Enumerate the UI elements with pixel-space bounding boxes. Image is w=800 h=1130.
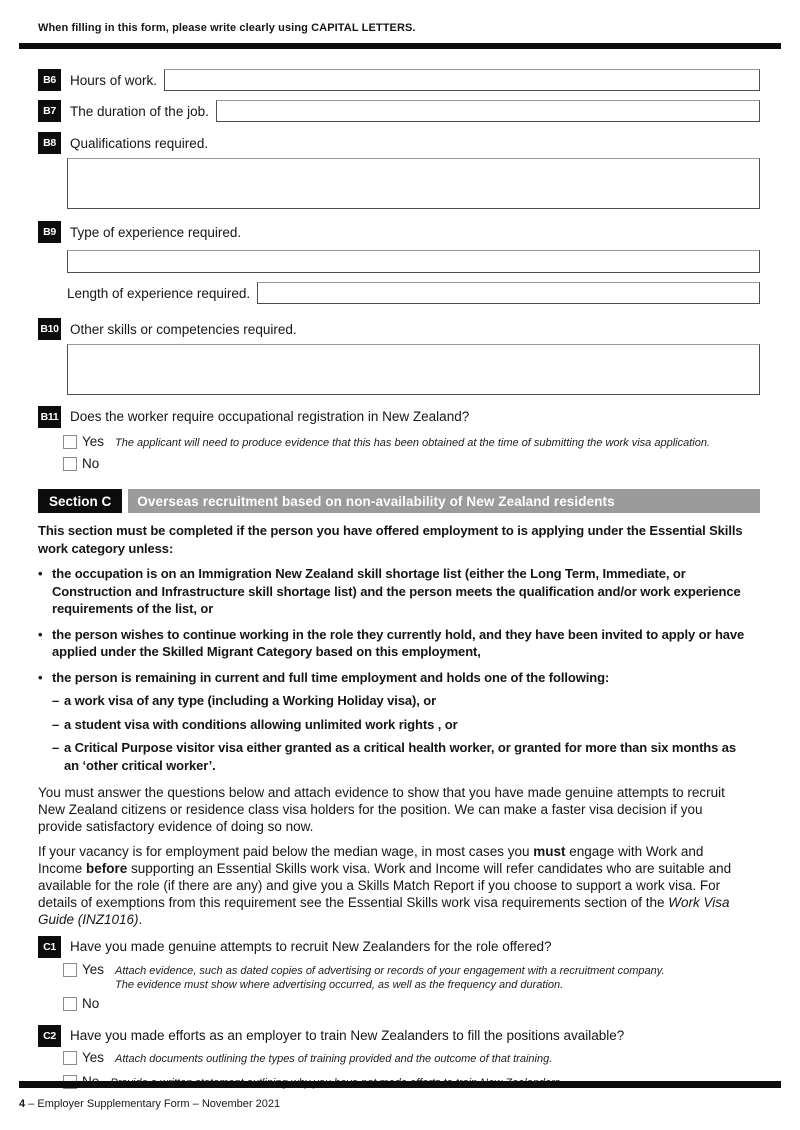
field-b6-label: Hours of work. [70,72,158,88]
dash-marker: – [52,716,60,732]
sub-bullet-work-visa-text: a work visa of any type (including a Working Holiday visa), or [64,693,437,708]
b11-question: Does the worker require occupational registration in New Zealand? [70,409,470,424]
c1-yes-row [63,962,760,992]
sub-bullet-student-visa-text: a student visa with conditions allowing unlimited work rights , or [64,716,458,732]
bullet-skill-shortage [38,565,750,618]
c2-yes-note: Attach documents outlining the types of training provided and the outcome of that training. [115,1053,553,1065]
b9-type-of-experience-input[interactable] [67,250,760,273]
sub-bullet-critical-purpose-text: a Critical Purpose visitor visa either granted as a critical health worker, or granted for more than six months as an ‘other critical worker’. [64,740,737,773]
dash-marker: – [52,740,60,755]
bullet-continue-working-text: the person wishes to continue working in the role they currently hold, and they have been invited to apply or have applied under the Skilled Migrant Category based on this employment, [52,626,745,659]
field-b7-badge: B7 [38,100,61,122]
field-b9-length [67,282,760,304]
page-number: 4 [19,1098,26,1110]
field-b9-label: Type of experience required. [70,224,242,240]
b9-length-label: Length of experience required. [67,285,251,301]
top-divider-bar [19,43,781,49]
form-content [38,69,760,1090]
field-b9 [38,221,760,243]
c2-question: Have you made efforts as an employer to train New Zealanders to fill the positions available? [70,1028,625,1043]
field-c2-badge: C2 [38,1025,61,1047]
field-b7-label: The duration of the job. [70,103,209,119]
section-c-header [38,489,760,513]
page-footer [19,1098,280,1110]
para-median-wage: If your vacancy is for employment paid below the median wage, in most cases you must engage with Work and Income before supporting an Essential Skills work visa. Work and Income will refer candidates who are suitable and available for the role (if there are any) and give you a Skills Match Report if you choose to support a work visa. For details of exemptions from this requirement see the Essential Skills work visa requirements section of the Work Visa Guide (INZ1016). [38,844,732,927]
sub-bullet-critical-purpose [52,739,750,774]
field-b8-label: Qualifications required. [70,135,209,151]
field-b8-badge: B8 [38,132,61,154]
b9-length-of-experience-input[interactable] [257,282,760,304]
field-b6 [38,69,760,91]
field-b6-badge: B6 [38,69,61,91]
c2-yes-row [63,1050,760,1066]
section-c-title: Overseas recruitment based on non-availability of New Zealand residents [128,489,760,513]
b11-no-row [63,456,760,472]
bullet-remaining-employment [38,669,750,687]
c1-no-label: No [82,996,100,1011]
field-c2 [38,1025,760,1047]
field-b10-label: Other skills or competencies required. [70,321,297,337]
b11-yes-label: Yes [82,434,105,449]
b11-no-checkbox[interactable] [63,457,77,471]
bullet-skill-shortage-text: the occupation is on an Immigration New Zealand skill shortage list (either the Long Term, Immediate, or Construction and Infrastructure skill shortage list) and the person meets the qualification and/or work experience requirements of the list, or [52,566,741,616]
b8-qualifications-textarea[interactable] [67,158,760,209]
b6-hours-of-work-input[interactable] [164,69,760,91]
c1-question: Have you made genuine attempts to recruit New Zealanders for the role offered? [70,939,552,954]
b11-yes-note: The applicant will need to produce evidence that this has been obtained at the time of submitting the work visa application. [115,437,711,449]
b10-other-skills-textarea[interactable] [67,344,760,395]
c1-yes-label: Yes [82,962,105,977]
field-b8 [38,132,760,154]
bullet-marker: • [38,566,43,581]
c2-yes-label: Yes [82,1050,105,1065]
bottom-divider-bar [19,1081,781,1088]
b11-yes-row [63,434,760,450]
bullet-continue-working [38,626,750,661]
para-attach-evidence: You must answer the questions below and attach evidence to show that you have made genuine attempts to recruit New Zealand citizens or residence class visa holders for the position. We can make a faster visa decision if you provide satisfactory evidence of doing so now. [38,785,725,834]
b11-yes-checkbox[interactable] [63,435,77,449]
c1-no-checkbox[interactable] [63,997,77,1011]
field-b7 [38,100,760,122]
field-b11 [38,406,760,428]
c1-yes-checkbox[interactable] [63,963,77,977]
b11-no-label: No [82,456,100,471]
field-c1-badge: C1 [38,936,61,958]
c1-yes-note: Attach evidence, such as dated copies of advertising or records of your engagement with a recruitment company. The evidence must show where advertising occurred, as well as the frequency and duration. [115,965,665,991]
dash-marker: – [52,693,60,708]
field-c1 [38,936,760,958]
sub-bullet-student-visa [52,716,750,734]
section-c-intro: This section must be completed if the person you have offered employment to is applying under the Essential Skills work category unless: [38,523,743,556]
field-b11-badge: B11 [38,406,61,428]
c1-no-row [63,996,760,1012]
bullet-marker: • [38,626,43,642]
b7-duration-input[interactable] [216,100,760,122]
capital-letters-instruction: When filling in this form, please write clearly using CAPITAL LETTERS. [38,22,416,34]
field-b10 [38,318,760,340]
bullet-remaining-employment-text: the person is remaining in current and full time employment and holds one of the following: [52,669,610,685]
sub-bullet-work-visa [52,692,750,710]
field-b9-badge: B9 [38,221,61,243]
section-c-badge: Section C [38,489,122,513]
c2-yes-checkbox[interactable] [63,1051,77,1065]
field-b10-badge: B10 [38,318,61,340]
bullet-marker: • [38,669,43,685]
footer-text: – Employer Supplementary Form – November 2021 [28,1098,281,1110]
